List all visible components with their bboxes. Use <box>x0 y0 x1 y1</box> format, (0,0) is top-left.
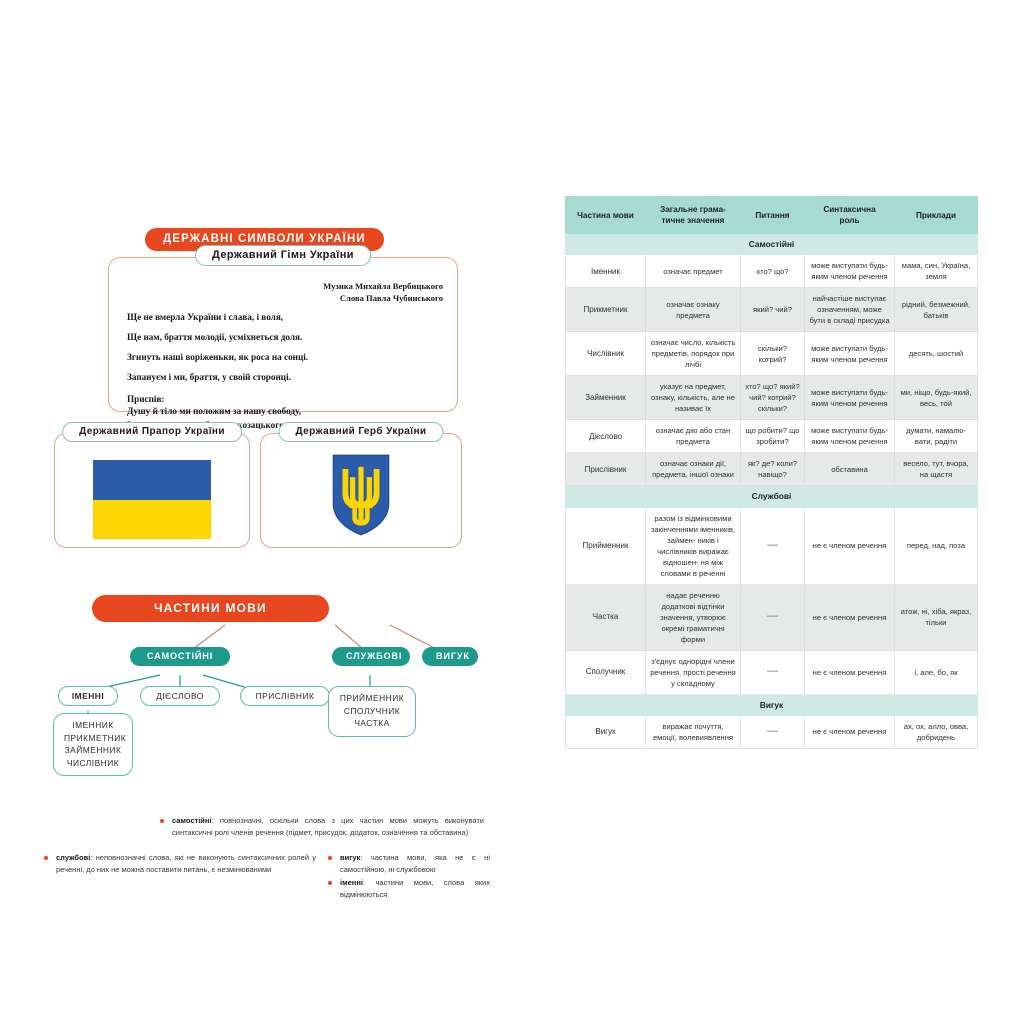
table-row <box>566 332 978 376</box>
table-row <box>566 288 978 332</box>
node-vyhuk[interactable]: ВИГУК <box>422 647 478 666</box>
node-samostiyni[interactable]: САМОСТІЙНІ <box>130 647 230 666</box>
cell-examples: атож, ні, хіба, якраз, тільки <box>895 584 978 650</box>
node-diyeslovo[interactable]: ДІЄСЛОВО <box>140 686 220 706</box>
bullet-vyhuk <box>328 856 332 860</box>
ukraine-flag-icon <box>93 460 211 539</box>
table-row <box>566 420 978 453</box>
cell-meaning: разом із відмінковими закінченнями іменників, займен- ників і числівників виражає віднoшен- ня між словами в реченні <box>646 507 741 584</box>
cell-role: може виступати будь-яким членом речення <box>805 420 895 453</box>
cell-name: Прислівник <box>566 453 646 486</box>
cell-question: як? де? коли? навіщо? <box>741 453 805 486</box>
table-row <box>566 715 978 748</box>
cell-meaning: з'єднує однорідні члени речення, прості речення у складному <box>646 650 741 694</box>
cell-meaning: означає ознаки дії, предмета, іншої ознаки <box>646 453 741 486</box>
cell-role: не є членом речення <box>805 584 895 650</box>
cell-role: може виступати будь-яким членом речення <box>805 255 895 288</box>
sluzhbovi-item-0: ПРИЙМЕННИК <box>339 693 405 703</box>
ukraine-trident-emblem-icon <box>332 454 390 536</box>
anthem-verse-line-3: Згинуть наші воріженьки, як роса на сонці. <box>127 351 309 362</box>
col-header-question: Питання <box>741 197 805 234</box>
cell-examples: ми, ніщо, будь-який, весь, той <box>895 376 978 420</box>
note-samostiyni <box>172 815 484 838</box>
anthem-chorus-line-2: козацького <box>237 420 284 431</box>
anthem-music-credit: Музика Михайла Вербицького <box>323 281 443 291</box>
sluzhbovi-item-2: ЧАСТКА <box>354 718 390 729</box>
anthem-words-credit: Слова Павла Чубинського <box>339 293 443 304</box>
col-header-part-of-speech: Частина мови <box>566 197 646 234</box>
cell-name: Дієслово <box>566 420 646 453</box>
cell-meaning: означає предмет <box>646 255 741 288</box>
band-label-samostiyni: Самостійні <box>566 234 978 255</box>
table-row <box>566 584 978 650</box>
symbols-row <box>54 426 504 548</box>
flag-yellow-stripe <box>93 500 211 540</box>
imenni-item-0: ІМЕННИК <box>72 720 114 730</box>
col-header-general-meaning-line2: тичне значення <box>661 216 725 226</box>
note-vyhuk-text: : частина мови, яка не є ні самостійною, ні службовою <box>340 853 490 874</box>
anthem-label: Державний Гімн України <box>195 245 371 266</box>
anthem-verse-line-4: Запануєм і ми, браття, у своїй сторонці. <box>127 371 291 382</box>
cell-examples: думати, намалю- вати, радіти <box>895 420 978 453</box>
cell-role: може виступати будь-яким членом речення <box>805 376 895 420</box>
cell-examples: весело, тут, вчора, на щастя <box>895 453 978 486</box>
cell-role: не є членом речення <box>805 650 895 694</box>
anthem-verse-line-2: Ще нам, браття молодії, усміхнеться доля. <box>127 331 303 342</box>
col-header-examples: Приклади <box>895 197 978 234</box>
cell-name: Займенник <box>566 376 646 420</box>
node-pryslivnyk[interactable]: ПРИСЛІВНИК <box>240 686 330 706</box>
parts-of-speech-diagram <box>40 595 510 840</box>
emblem-label: Державний Герб України <box>279 422 444 442</box>
cell-meaning: означає ознаку предмета <box>646 288 741 332</box>
cell-question: — <box>741 507 805 584</box>
cell-examples: перед, над, поза <box>895 507 978 584</box>
table-band-samostiyni <box>566 234 978 255</box>
flag-blue-stripe <box>93 460 211 500</box>
sluzhbovi-group-box <box>328 686 416 737</box>
diagram-title-wrap <box>92 595 329 622</box>
cell-meaning: означає дію або стан предмета <box>646 420 741 453</box>
note-samostiyni-term: самостійні <box>172 816 212 825</box>
emblem-card <box>260 426 462 548</box>
bullet-samostiyni <box>160 819 164 823</box>
note-imenni-text: : частини мови, слова яких відмінюються <box>340 878 490 899</box>
cell-name: Прийменник <box>566 507 646 584</box>
cell-question: хто? що? який? чий? котрий? скільки? <box>741 376 805 420</box>
cell-role: не є членом речення <box>805 715 895 748</box>
table-row <box>566 507 978 584</box>
cell-role: не є членом речення <box>805 507 895 584</box>
col-header-general-meaning <box>646 197 741 234</box>
band-label-vyhuk: Вигук <box>566 694 978 715</box>
cell-examples: ах, ох, алло, овва, добридень <box>895 715 978 748</box>
col-header-syntactic-role <box>805 197 895 234</box>
cell-name: Сполучник <box>566 650 646 694</box>
col-header-general-meaning-line1: Загальне грама- <box>660 205 726 214</box>
anthem-card <box>108 249 458 431</box>
parts-of-speech-table-wrap <box>565 196 977 749</box>
left-panel <box>40 190 510 899</box>
cell-question: — <box>741 584 805 650</box>
state-symbols-heading: ДЕРЖАВНІ СИМВОЛИ УКРАЇНИ <box>145 228 384 251</box>
note-sluzhbovi-term: службові <box>56 853 91 862</box>
cell-name: Прикметник <box>566 288 646 332</box>
cell-question: який? чий? <box>741 288 805 332</box>
note-sluzhbovi <box>56 852 316 875</box>
table-header-row <box>566 197 978 234</box>
table-band-sluzhbovi <box>566 486 978 507</box>
cell-meaning: надає реченню додаткові відтінки значення, утворює окремі граматичні форми <box>646 584 741 650</box>
col-header-syntactic-role-line2: роль <box>839 216 860 226</box>
bullet-sluzhbovi <box>44 856 48 860</box>
cell-examples: мама, син, Україна, земля <box>895 255 978 288</box>
cell-name: Вигук <box>566 715 646 748</box>
cell-name: Частка <box>566 584 646 650</box>
imenni-item-1: ПРИКМЕТНИК <box>64 732 127 743</box>
table-row <box>566 650 978 694</box>
note-samostiyni-text: : повнозначні, оскільки слова з цих частин мови можуть виконувати синтаксичні ролі членів речення (підмет, присудок, додаток, означення та обставина) <box>172 816 484 837</box>
cell-meaning: указує на предмет, ознаку, кількість, але не називає їх <box>646 376 741 420</box>
anthem-verse-line-1: Ще не вмерла України і слава, і воля, <box>127 311 284 322</box>
note-vyhuk-term: вигук <box>340 853 361 862</box>
band-label-sluzhbovi: Службові <box>566 486 978 507</box>
cell-question: хто? що? <box>741 255 805 288</box>
anthem-chorus-heading: Приспів: <box>127 393 165 404</box>
cell-meaning: означає число, кількість предметів, порядок при лічбі <box>646 332 741 376</box>
note-sluzhbovi-text: : неповнозначні слова, які не виконують синтаксичних ролей у реченні, до них не можна поставити питань, є незмінюваними <box>56 853 316 874</box>
table-band-vyhuk <box>566 694 978 715</box>
anthem-body <box>127 280 443 433</box>
cell-examples: десять, шостий <box>895 332 978 376</box>
note-imenni <box>340 877 490 900</box>
table-row <box>566 255 978 288</box>
cell-name: Іменник <box>566 255 646 288</box>
diagram-title: ЧАСТИНИ МОВИ <box>92 595 329 622</box>
cell-role: найчастіше виступає означенням, може бути в складі присудка <box>805 288 895 332</box>
flag-label: Державний Прапор України <box>62 422 242 442</box>
node-imenni[interactable]: ІМЕННІ <box>58 686 118 706</box>
cell-role: може виступати будь-яким членом речення <box>805 332 895 376</box>
anthem-chorus-line-1: Душу й тіло ми положим за нашу свободу, <box>127 405 302 416</box>
node-sluzhbovi[interactable]: СЛУЖБОВІ <box>332 647 410 666</box>
table-row <box>566 453 978 486</box>
cell-meaning: виражає почуття, емоції, волевиявлення <box>646 715 741 748</box>
flag-card <box>54 426 250 548</box>
col-header-syntactic-role-line1: Синтаксична <box>823 205 876 214</box>
cell-name: Числівник <box>566 332 646 376</box>
note-imenni-term: іменні <box>340 878 363 887</box>
bullet-imenni <box>328 881 332 885</box>
cell-question: — <box>741 715 805 748</box>
imenni-group-box <box>53 713 133 776</box>
imenni-item-2: ЗАЙМЕННИК <box>64 745 122 756</box>
cell-question: — <box>741 650 805 694</box>
cell-examples: рідний, безмежний, батьків <box>895 288 978 332</box>
sluzhbovi-item-1: СПОЛУЧНИК <box>343 705 401 716</box>
table-row <box>566 376 978 420</box>
cell-question: що робити? що зробити? <box>741 420 805 453</box>
cell-examples: і, але, бо, як <box>895 650 978 694</box>
parts-of-speech-table <box>565 196 978 749</box>
cell-question: скільки? котрий? <box>741 332 805 376</box>
imenni-item-3: ЧИСЛІВНИК <box>66 757 120 768</box>
note-vyhuk <box>340 852 490 875</box>
cell-role: обставина <box>805 453 895 486</box>
